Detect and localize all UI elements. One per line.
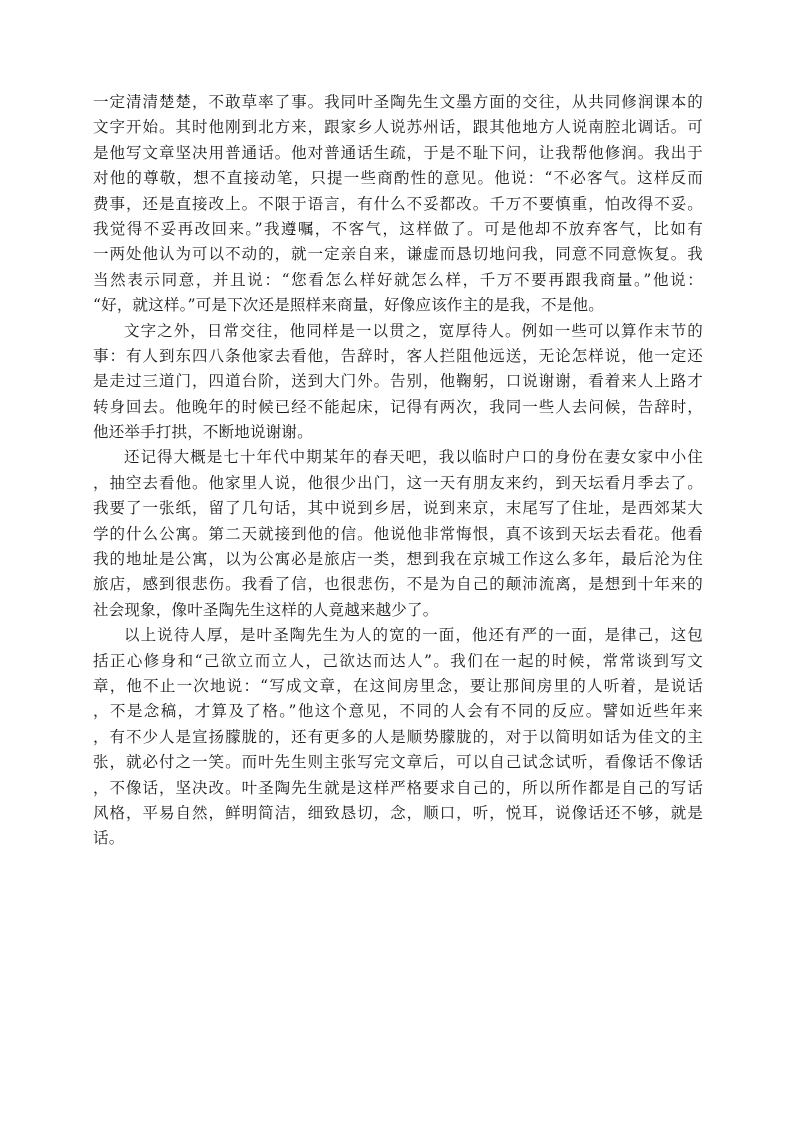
paragraph-line: 还记得大概是七十年代中期某年的春天吧，我以临时户口的身份在妻女家中小住 [124,448,703,467]
paragraph-line: 旅店，感到很悲伤。我看了信，也很悲伤，不是为自己的颠沛流离，是想到十年来的 [93,575,703,594]
paragraph-line: 以上说待人厚，是叶圣陶先生为人的宽的一面，他还有严的一面，是律己，这包 [124,626,703,645]
paragraph-line: 章，他不止一次地说：“写成文章，在这间房里念，要让那间房里的人听着，是说话 [93,676,703,695]
paragraph-line: ，有不少人是宣扬朦胧的，还有更多的人是顺势朦胧的，对于以简明如话为佳文的主 [93,727,703,746]
paragraph-line: 文字之外，日常交往，他同样是一以贯之，宽厚待人。例如一些可以算作末节的 [124,321,703,340]
paragraph-3 [93,445,703,623]
article-body [93,90,703,852]
paragraph-4 [93,623,703,852]
paragraph-line: ，不像话，坚决改。叶圣陶先生就是这样严格要求自己的，所以所作都是自己的写话 [93,778,703,797]
paragraph-line: ，抽空去看他。他家里人说，他很少出门，这一天有朋友来约，到天坛看月季去了。 [93,473,703,492]
paragraph-line: 转身回去。他晚年的时候已经不能起床，记得有两次，我同一些人去问候，告辞时， [93,397,703,416]
paragraph-2 [93,319,703,446]
paragraph-line: 我要了一张纸，留了几句话，其中说到乡居，说到来京，末尾写了住址，是西郊某大 [93,499,703,518]
paragraph-line: “好，就这样。”可是下次还是照样来商量，好像应该作主的是我，不是他。 [93,296,604,315]
paragraph-line: 事：有人到东四八条他家去看他，告辞时，客人拦阻他远送，无论怎样说，他一定还 [93,346,703,365]
paragraph-line: 一定清清楚楚，不敢草率了事。我同叶圣陶先生文墨方面的交往，从共同修润课本的 [93,93,703,111]
paragraph-line: 文字开始。其时他刚到北方来，跟家乡人说苏州话，跟其他地方人说南腔北调话。可 [93,118,703,137]
paragraph-line: 风格，平易自然，鲜明简洁，细致恳切，念，顺口，听，悦耳，说像话还不够，就是 [93,803,703,822]
paragraph-line: 张，就必付之一笑。而叶先生则主张写完文章后，可以自己试念试听，看像话不像话 [93,753,703,772]
paragraph-1 [93,90,703,319]
paragraph-line: 我的地址是公寓，以为公寓必是旅店一类，想到我在京城工作这么多年，最后沦为住 [93,550,703,569]
paragraph-line: 话。 [93,829,125,848]
paragraph-line: 一两处他认为可以不动的，就一定亲自来，谦虚而恳切地问我，同意不同意恢复。我 [93,245,703,264]
paragraph-line: 括正心修身和“己欲立而立人，己欲达而达人”。我们在一起的时候，常常谈到写文 [93,651,703,670]
paragraph-line: 学的什么公寓。第二天就接到他的信。他说他非常悔恨，真不该到天坛去看花。他看 [93,524,703,543]
paragraph-line: 对他的尊敬，想不直接动笔，只提一些商酌性的意见。他说：“不必客气。这样反而 [93,169,703,188]
paragraph-line: ，不是念稿，才算及了格。”他这个意见，不同的人会有不同的反应。譬如近些年来 [93,702,703,721]
paragraph-line: 当然表示同意，并且说：“您看怎么样好就怎么样，千万不要再跟我商量。”他说： [93,270,703,289]
paragraph-line: 费事，还是直接改上。不限于语言，有什么不妥都改。千万不要慎重，怕改得不妥。 [93,194,703,213]
paragraph-line: 他还举手打拱，不断地说谢谢。 [93,423,313,442]
paragraph-line: 我觉得不妥再改回来。”我遵嘱，不客气，这样做了。可是他却不放弃客气，比如有 [93,219,703,238]
paragraph-line: 社会现象，像叶圣陶先生这样的人竟越来越少了。 [93,600,439,619]
paragraph-line: 是走过三道门，四道台阶，送到大门外。告别，他鞠躬，口说谢谢，看着来人上路才 [93,372,703,391]
paragraph-line: 是他写文章坚决用普通话。他对普通话生疏，于是不耻下问，让我帮他修润。我出于 [93,143,703,162]
